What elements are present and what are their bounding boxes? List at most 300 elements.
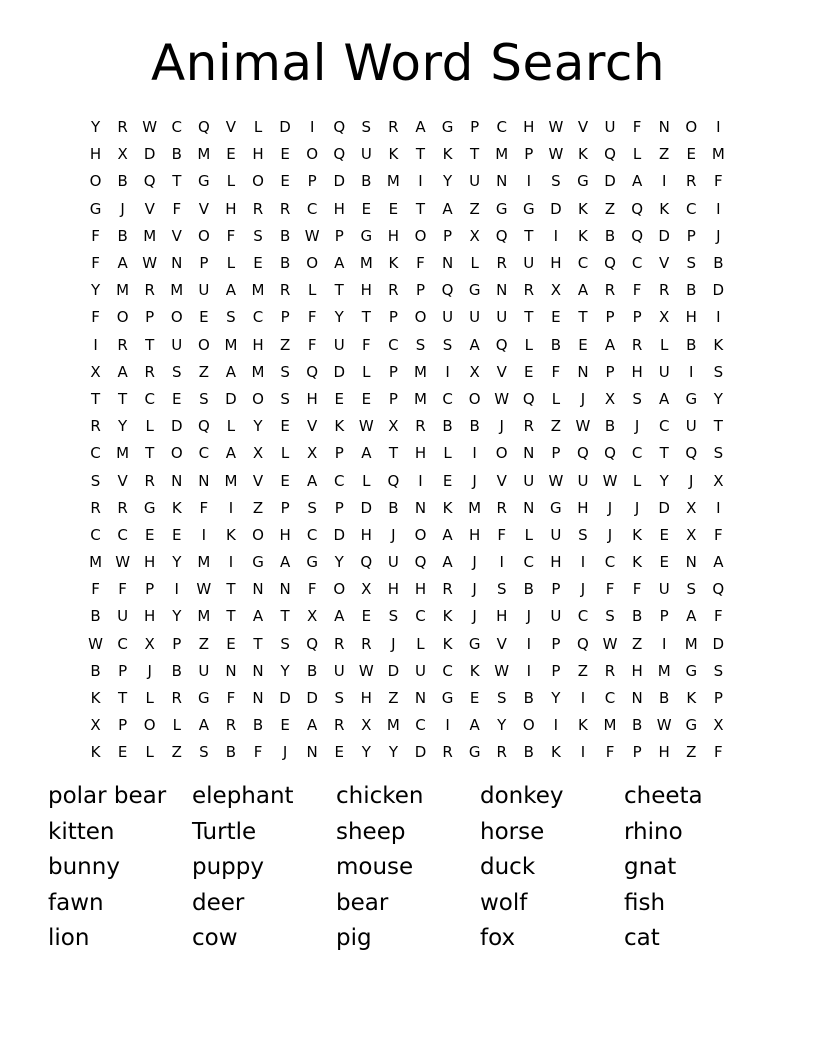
grid-letter: F (714, 172, 723, 191)
grid-letter: I (201, 525, 207, 544)
grid-letter: A (442, 525, 453, 544)
grid-letter: S (713, 661, 724, 680)
grid-letter: Y (90, 281, 101, 300)
grid-letter: Y (497, 716, 507, 735)
grid-letter: H (387, 226, 400, 245)
grid-letter: I (553, 226, 559, 245)
grid-letter: I (553, 716, 559, 735)
grid-letter: Q (604, 145, 616, 164)
grid-letter: P (551, 634, 561, 653)
grid-letter: B (279, 254, 291, 273)
grid-letter: J (472, 580, 477, 599)
grid-letter: J (607, 525, 613, 544)
grid-letter: A (659, 389, 670, 408)
grid-row (82, 440, 732, 467)
word-list-item: lion (48, 925, 90, 951)
grid-letter: M (414, 389, 427, 408)
grid-letter: A (442, 553, 453, 572)
grid-letter: N (441, 254, 454, 273)
grid-letter: A (334, 607, 345, 626)
word-list-item: elephant (192, 783, 294, 809)
grid-letter: Q (631, 226, 643, 245)
grid-letter: E (280, 417, 290, 436)
grid-letter: I (580, 689, 586, 708)
grid-letter: R (117, 335, 128, 354)
grid-letter: H (279, 525, 291, 544)
grid-letter: D (387, 661, 400, 680)
grid-letter: M (224, 335, 238, 354)
grid-row (82, 658, 732, 685)
grid-letter: S (632, 389, 642, 408)
grid-letter: G (306, 553, 318, 572)
grid-letter: T (524, 308, 534, 327)
grid-letter: C (144, 389, 155, 408)
grid-letter: G (360, 226, 373, 245)
grid-letter: N (171, 471, 183, 490)
grid-letter: F (497, 525, 507, 544)
grid-letter: X (686, 498, 697, 517)
grid-letter: B (90, 607, 101, 626)
grid-letter: X (144, 634, 155, 653)
grid-letter: P (388, 389, 398, 408)
grid-letter: B (659, 689, 670, 708)
grid-row (82, 549, 732, 576)
grid-letter: X (469, 226, 480, 245)
grid-letter: U (658, 580, 670, 599)
grid-letter: L (443, 444, 452, 463)
grid-letter: P (145, 308, 155, 327)
grid-letter: H (550, 553, 562, 572)
grid-letter: F (714, 607, 723, 626)
grid-letter: G (550, 498, 562, 517)
grid-letter: A (225, 362, 237, 381)
grid-letter: K (442, 145, 453, 164)
grid-letter: A (334, 254, 345, 273)
grid-letter: Z (388, 689, 399, 708)
grid-letter: A (469, 335, 480, 354)
grid-letter: T (253, 634, 263, 653)
grid-letter: X (550, 281, 561, 300)
grid-letter: F (632, 580, 642, 599)
grid-letter: E (551, 308, 561, 327)
grid-letter: I (661, 634, 667, 653)
grid-letter: A (307, 471, 318, 490)
word-list-item: cat (624, 925, 660, 951)
grid-letter: M (603, 716, 617, 735)
grid-letter: F (307, 308, 317, 327)
grid-letter: O (197, 335, 210, 354)
grid-letter: G (198, 689, 210, 708)
grid-letter: L (660, 335, 669, 354)
grid-letter: L (551, 389, 561, 408)
grid-letter: S (280, 634, 290, 653)
grid-letter: H (414, 444, 427, 463)
grid-letter: N (658, 118, 670, 137)
grid-letter: I (716, 199, 721, 218)
grid-letter: L (253, 118, 263, 137)
grid-letter: Y (388, 743, 398, 762)
grid-letter: X (252, 444, 264, 463)
grid-letter: R (523, 281, 534, 300)
grid-letter: O (89, 172, 102, 191)
grid-letter: W (602, 471, 618, 490)
grid-letter: U (171, 335, 183, 354)
grid-letter: R (144, 362, 155, 381)
grid-letter: N (252, 689, 264, 708)
grid-letter: N (252, 661, 264, 680)
grid-letter: M (359, 254, 373, 273)
grid-letter: C (577, 607, 589, 626)
grid-letter: E (659, 553, 669, 572)
grid-letter: L (226, 254, 236, 273)
grid-letter: Z (604, 199, 616, 218)
grid-letter: F (307, 580, 317, 599)
grid-letter: M (657, 661, 671, 680)
grid-letter: P (280, 308, 290, 327)
grid-row (82, 631, 732, 658)
grid-letter: Q (577, 444, 589, 463)
word-list-item: duck (480, 854, 536, 880)
grid-letter: T (118, 689, 128, 708)
grid-letter: T (226, 580, 236, 599)
grid-letter: Q (631, 199, 643, 218)
grid-letter: W (358, 661, 374, 680)
grid-letter: C (686, 199, 697, 218)
grid-letter: K (578, 716, 588, 735)
word-list (48, 780, 768, 958)
word-list-item: wolf (480, 889, 528, 916)
grid-letter: B (686, 335, 697, 354)
grid-letter: A (225, 444, 237, 463)
grid-letter: B (388, 498, 399, 517)
word-list-item: kitten (48, 818, 115, 845)
grid-letter: R (496, 254, 507, 273)
grid-letter: D (658, 498, 670, 517)
grid-letter: K (578, 199, 588, 218)
grid-letter: W (548, 471, 564, 490)
grid-letter: W (142, 118, 158, 137)
grid-letter: O (414, 308, 427, 327)
grid-letter: P (551, 580, 561, 599)
grid-letter: P (551, 444, 561, 463)
grid-letter: B (117, 172, 128, 191)
grid-letter: E (524, 362, 534, 381)
grid-letter: F (253, 743, 263, 762)
grid-letter: G (468, 743, 481, 762)
grid-letter: I (418, 172, 423, 191)
grid-letter: U (523, 471, 535, 490)
grid-letter: R (117, 498, 128, 517)
grid-letter: Y (334, 553, 344, 572)
grid-letter: H (360, 525, 372, 544)
word-list-item: rhino (624, 818, 683, 845)
grid-letter: A (279, 553, 291, 572)
grid-letter: P (713, 689, 723, 708)
grid-letter: H (685, 308, 697, 327)
grid-letter: B (469, 417, 480, 436)
grid-row (82, 332, 732, 359)
grid-letter: W (304, 226, 320, 245)
grid-letter: E (361, 607, 372, 626)
grid-letter: H (89, 145, 102, 164)
grid-letter: T (90, 389, 101, 408)
grid-letter: Q (333, 145, 346, 164)
grid-letter: T (415, 199, 426, 218)
grid-letter: F (551, 362, 561, 381)
grid-letter: P (605, 362, 615, 381)
grid-letter: S (199, 743, 209, 762)
grid-letter: P (632, 743, 642, 762)
grid-letter: D (360, 498, 373, 517)
grid-letter: B (523, 689, 534, 708)
grid-letter: P (172, 634, 182, 653)
grid-letter: R (171, 689, 182, 708)
grid-letter: E (280, 145, 290, 164)
grid-letter: A (713, 553, 724, 572)
grid-letter: U (117, 607, 129, 626)
grid-letter: J (580, 580, 586, 599)
grid-letter: T (361, 308, 371, 327)
grid-letter: K (442, 634, 453, 653)
grid-letter: U (198, 661, 210, 680)
grid-letter: H (523, 118, 535, 137)
grid-letter: A (469, 716, 480, 735)
grid-letter: R (523, 417, 534, 436)
grid-letter: X (713, 716, 724, 735)
grid-letter: C (90, 525, 101, 544)
grid-letter: H (658, 743, 670, 762)
grid-letter: S (90, 471, 101, 490)
grid-letter: L (280, 444, 290, 463)
grid-letter: F (172, 199, 182, 218)
grid-letter: G (685, 661, 698, 680)
word-list-item: fawn (48, 889, 104, 916)
grid-letter: M (143, 226, 157, 245)
grid-letter: I (93, 335, 98, 354)
grid-letter: S (605, 607, 615, 626)
letter-grid (82, 114, 732, 767)
grid-letter: C (334, 471, 345, 490)
grid-letter: U (469, 172, 481, 191)
grid-letter: I (499, 553, 504, 572)
grid-letter: F (226, 689, 236, 708)
grid-letter: A (252, 607, 264, 626)
grid-letter: K (442, 607, 453, 626)
grid-letter: H (144, 607, 156, 626)
grid-letter: C (631, 444, 643, 463)
word-list-item: mouse (336, 854, 414, 880)
grid-letter: O (170, 308, 183, 327)
grid-letter: Q (360, 553, 373, 572)
grid-letter: P (551, 661, 561, 680)
grid-letter: V (117, 471, 128, 490)
grid-letter: C (252, 308, 264, 327)
grid-letter: Y (659, 471, 669, 490)
grid-letter: N (198, 471, 210, 490)
word-list-item: gnat (624, 854, 677, 880)
grid-letter: S (496, 689, 507, 708)
grid-letter: Q (333, 118, 346, 137)
grid-letter: O (333, 580, 346, 599)
grid-letter: O (414, 226, 427, 245)
grid-letter: E (361, 389, 372, 408)
grid-letter: Q (387, 471, 400, 490)
grid-letter: Z (659, 145, 670, 164)
grid-letter: X (659, 308, 670, 327)
grid-letter: G (441, 118, 454, 137)
grid-row (82, 223, 732, 250)
grid-letter: A (577, 281, 589, 300)
grid-letter: I (661, 172, 667, 191)
grid-letter: B (713, 254, 724, 273)
grid-letter: B (442, 417, 453, 436)
grid-row (82, 495, 732, 522)
grid-letter: R (442, 580, 453, 599)
grid-letter: F (199, 498, 209, 517)
grid-letter: M (197, 553, 211, 572)
grid-letter: O (468, 389, 481, 408)
grid-letter: O (685, 118, 698, 137)
grid-letter: W (602, 634, 618, 653)
grid-letter: X (90, 362, 101, 381)
grid-letter: F (632, 281, 642, 300)
grid-letter: I (580, 743, 586, 762)
grid-letter: U (658, 362, 670, 381)
grid-letter: K (578, 226, 588, 245)
grid-letter: E (253, 254, 263, 273)
grid-letter: Q (495, 335, 508, 354)
grid-letter: I (309, 118, 315, 137)
grid-letter: Z (198, 634, 209, 653)
grid-letter: T (578, 308, 588, 327)
grid-letter: R (117, 118, 128, 137)
grid-letter: Q (712, 580, 725, 599)
grid-letter: Y (361, 743, 371, 762)
grid-letter: E (686, 145, 696, 164)
grid-letter: M (170, 281, 184, 300)
grid-letter: Q (522, 389, 535, 408)
word-list-item: chicken (336, 783, 424, 809)
grid-letter: H (550, 254, 562, 273)
grid-letter: C (631, 254, 643, 273)
grid-letter: T (659, 444, 669, 463)
word-list-item: bunny (48, 854, 120, 880)
grid-letter: C (117, 525, 128, 544)
grid-letter: F (91, 580, 100, 599)
word-list-item: sheep (336, 818, 406, 845)
grid-letter: Z (198, 362, 209, 381)
grid-letter: B (686, 281, 697, 300)
grid-letter: P (524, 145, 534, 164)
grid-letter: X (469, 362, 480, 381)
grid-letter: M (414, 362, 427, 381)
grid-letter: C (496, 118, 507, 137)
grid-letter: N (414, 498, 427, 517)
grid-letter: S (280, 389, 290, 408)
grid-letter: E (280, 716, 290, 735)
grid-letter: K (686, 689, 697, 708)
grid-letter: P (659, 607, 669, 626)
grid-letter: S (307, 498, 317, 517)
word-list-item: puppy (192, 854, 264, 880)
grid-letter: M (116, 444, 130, 463)
grid-letter: E (117, 743, 128, 762)
grid-letter: L (226, 417, 236, 436)
grid-letter: O (306, 254, 319, 273)
grid-letter: C (442, 661, 453, 680)
grid-letter: H (468, 525, 481, 544)
grid-letter: W (656, 716, 672, 735)
grid-letter: C (523, 553, 535, 572)
grid-letter: H (360, 689, 372, 708)
grid-letter: Q (577, 634, 589, 653)
grid-letter: J (526, 607, 531, 626)
grid-letter: I (689, 362, 694, 381)
grid-letter: N (225, 661, 237, 680)
grid-letter: E (442, 471, 453, 490)
grid-row (82, 386, 732, 413)
grid-letter: I (716, 498, 721, 517)
grid-letter: D (712, 634, 725, 653)
grid-letter: M (684, 634, 698, 653)
grid-letter: V (496, 362, 507, 381)
grid-letter: A (604, 335, 616, 354)
grid-letter: L (524, 335, 533, 354)
grid-letter: G (143, 498, 156, 517)
grid-letter: Z (171, 743, 182, 762)
grid-letter: W (575, 417, 591, 436)
grid-letter: R (144, 281, 155, 300)
grid-letter: J (634, 417, 640, 436)
grid-letter: R (90, 498, 101, 517)
grid-letter: A (225, 281, 237, 300)
grid-letter: C (577, 254, 589, 273)
grid-letter: G (468, 634, 481, 653)
grid-letter: X (686, 525, 697, 544)
grid-letter: K (469, 661, 480, 680)
grid-letter: P (388, 308, 398, 327)
grid-letter: E (199, 308, 209, 327)
grid-letter: S (334, 689, 344, 708)
grid-letter: P (334, 498, 344, 517)
grid-letter: X (713, 471, 724, 490)
grid-letter: P (334, 444, 344, 463)
grid-letter: W (494, 389, 510, 408)
grid-letter: L (524, 525, 533, 544)
grid-letter: P (307, 172, 317, 191)
grid-letter: G (522, 199, 535, 218)
grid-letter: T (145, 444, 155, 463)
grid-letter: U (685, 417, 697, 436)
grid-letter: V (577, 118, 589, 137)
grid-letter: F (714, 743, 723, 762)
grid-letter: N (685, 553, 697, 572)
grid-letter: O (414, 525, 427, 544)
grid-letter: Y (551, 689, 561, 708)
grid-letter: D (170, 417, 183, 436)
grid-letter: E (361, 199, 372, 218)
grid-letter: J (689, 471, 694, 490)
grid-letter: V (198, 199, 209, 218)
grid-letter: O (197, 226, 210, 245)
grid-letter: Q (604, 444, 616, 463)
grid-letter: P (118, 716, 128, 735)
grid-letter: W (548, 118, 564, 137)
grid-letter: H (333, 199, 345, 218)
grid-letter: C (604, 553, 616, 572)
grid-letter: M (116, 281, 130, 300)
grid-letter: K (226, 525, 236, 544)
